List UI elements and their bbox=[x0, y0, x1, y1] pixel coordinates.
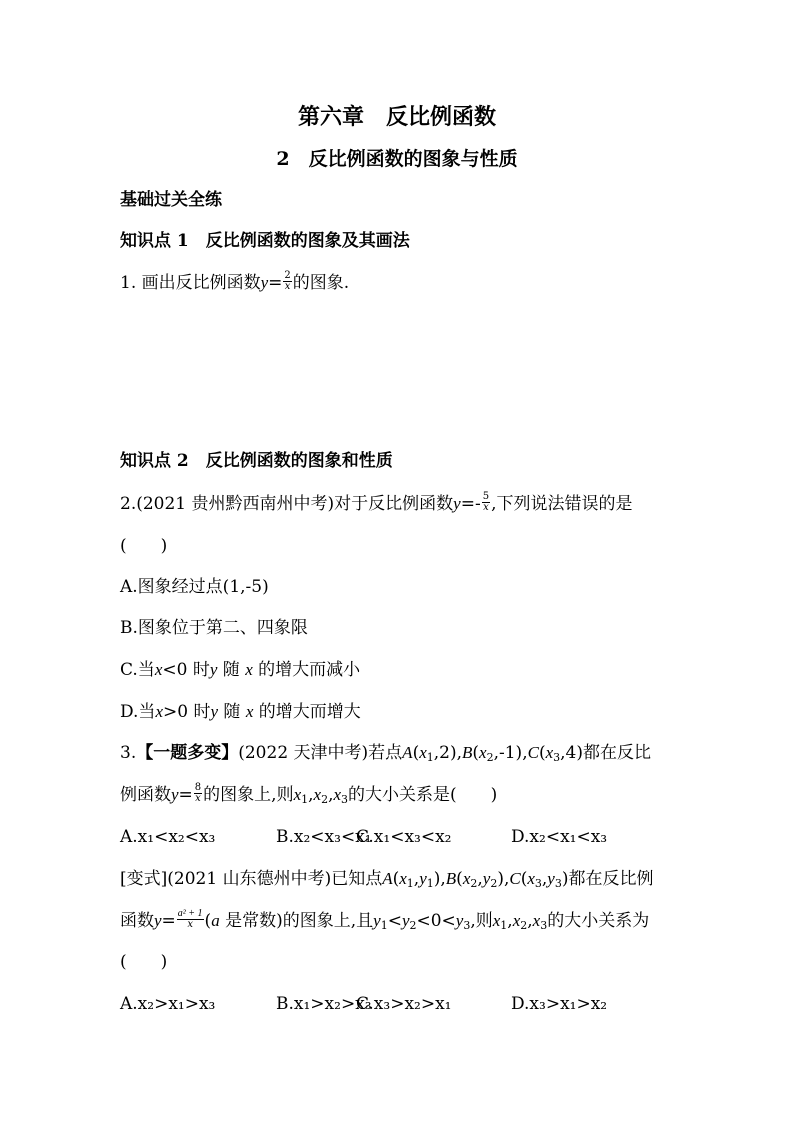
fraction: $\frac{8}{x}$ bbox=[194, 782, 202, 804]
chapter-title: 第六章 反比例函数 bbox=[297, 104, 496, 130]
knowledge-point-2: 知识点 2 反比例函数的图象和性质 bbox=[120, 451, 393, 471]
question-2-option-c: C.当x<0 时y 随 x 的增大而减小 bbox=[120, 660, 361, 680]
variant-option-b: B.x₁>x₂>x₃ bbox=[276, 994, 372, 1014]
fraction: $\frac{\text{a² + 1}}{x}$ bbox=[177, 908, 203, 930]
variant-answer-paren: ( ) bbox=[120, 952, 168, 972]
variant-option-d: D.x₃>x₁>x₂ bbox=[511, 994, 608, 1014]
section-title: 2 反比例函数的图象与性质 bbox=[276, 148, 518, 170]
fraction: $\frac{5}{x}$ bbox=[482, 491, 490, 513]
question-2-answer-paren: ( ) bbox=[120, 536, 168, 556]
variant-option-c: C.x₃>x₂>x₁ bbox=[356, 994, 452, 1014]
question-3-option-a: A.x₁<x₂<x₃ bbox=[120, 827, 216, 847]
fraction: $\frac{2}{x}$ bbox=[284, 270, 291, 292]
question-3-line-2: 例函数y= $\frac{8}{x}$ 的图象上,则$x_1,x_2,x_3$的大小关系是( ) bbox=[120, 782, 498, 806]
basic-heading: 基础过关全练 bbox=[120, 190, 222, 210]
question-3-option-c: C.x₁<x₃<x₂ bbox=[356, 827, 452, 847]
variant-line-1: [变式](2021 山东德州中考)已知点$A(x_1,y_1),B(x_2,y_2),C(x_3,y_3)$都在反比例 bbox=[120, 869, 654, 890]
question-2-option-b: B.图象位于第二、四象限 bbox=[120, 618, 308, 638]
question-2-option-d: D.当x>0 时y 随 x 的增大而增大 bbox=[120, 702, 361, 722]
question-3-line-1: 3.【一题多变】(2022 天津中考)若点$A(x_1,2),B(x_2,-1),C(x_3,4)$都在反比 bbox=[120, 743, 651, 764]
variant-line-2: 函数y= $\frac{\text{a² + 1}}{x}$ (a 是常数)的图象上,且$y_1<y_2<0<y_3$,则$x_1,x_2,x_3$的大小关系为 bbox=[120, 908, 650, 932]
question-1: 1. 画出反比例函数y= $\frac{2}{x}$ 的图象. bbox=[120, 270, 350, 293]
variant-option-a: A.x₂>x₁>x₃ bbox=[120, 994, 216, 1014]
question-3-option-b: B.x₂<x₃<x₁ bbox=[276, 827, 372, 847]
question-2-option-a: A.图象经过点(1,-5) bbox=[120, 577, 269, 597]
knowledge-point-1: 知识点 1 反比例函数的图象及其画法 bbox=[120, 231, 410, 251]
question-2: 2.(2021 贵州黔西南州中考)对于反比例函数y=- $\frac{5}{x}$ ,下列说法错误的是 bbox=[120, 491, 633, 514]
question-3-option-d: D.x₂<x₁<x₃ bbox=[511, 827, 608, 847]
